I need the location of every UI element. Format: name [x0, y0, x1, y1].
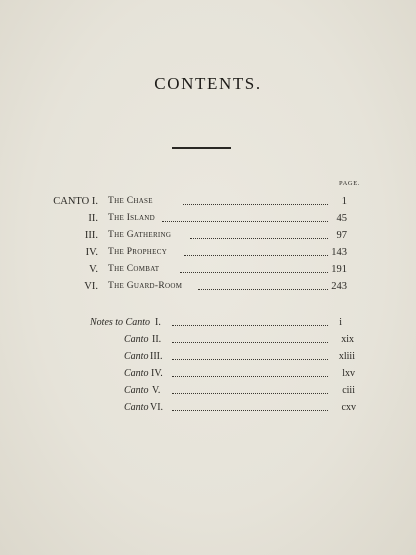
dot-leader: [172, 410, 328, 411]
toc-entry-notes-4[interactable]: [0, 368, 416, 382]
canto-label: III.: [84, 230, 98, 241]
title-rule: [172, 147, 231, 149]
canto-title: The Island: [108, 213, 156, 223]
dot-leader: [162, 221, 328, 222]
notes-numeral: II.: [152, 334, 162, 345]
canto-title: The Chase: [108, 196, 153, 206]
toc-entry-canto-1[interactable]: [0, 196, 416, 210]
dot-leader: [172, 342, 328, 343]
toc-entry-notes-1[interactable]: [0, 317, 416, 331]
page-title: CONTENTS.: [154, 74, 262, 93]
toc-entry-notes-2[interactable]: [0, 334, 416, 348]
toc-entry-notes-6[interactable]: [0, 402, 416, 416]
notes-numeral: VI.: [150, 402, 164, 413]
notes-label: Canto: [124, 385, 149, 396]
canto-label: V.: [89, 264, 98, 275]
canto-label: VI.: [84, 281, 98, 292]
page-number: cxv: [341, 402, 356, 413]
page-number: 45: [336, 213, 347, 224]
canto-title: The Gathering: [108, 230, 172, 240]
notes-label: Canto: [124, 368, 149, 379]
page-number: xix: [341, 334, 354, 345]
page-number: 191: [331, 264, 347, 275]
page-number: 243: [331, 281, 347, 292]
page-number: 143: [331, 247, 347, 258]
dot-leader: [172, 393, 328, 394]
notes-label: Notes to Canto: [90, 317, 151, 328]
page-number: xliii: [338, 351, 355, 362]
toc-entry-canto-2[interactable]: [0, 213, 416, 227]
toc-entry-canto-5[interactable]: [0, 264, 416, 278]
canto-label: CANTO I.: [53, 196, 98, 207]
toc-entry-notes-3[interactable]: [0, 351, 416, 365]
canto-label: II.: [88, 213, 98, 224]
page-column-header: PAGE.: [338, 180, 360, 187]
page-number: i: [339, 317, 342, 328]
toc-entry-canto-4[interactable]: [0, 247, 416, 261]
notes-numeral: IV.: [151, 368, 163, 379]
notes-numeral: I.: [155, 317, 161, 328]
canto-title: The Combat: [108, 264, 160, 274]
notes-label: Canto: [124, 402, 149, 413]
dot-leader: [180, 272, 328, 273]
page-number: lxv: [342, 368, 355, 379]
page-number: 97: [336, 230, 347, 241]
page-number: ciii: [342, 385, 355, 396]
canto-title: The Prophecy: [108, 247, 168, 257]
notes-numeral: III.: [150, 351, 163, 362]
notes-numeral: V.: [152, 385, 161, 396]
page-number: 1: [341, 196, 347, 207]
notes-label: Canto: [124, 351, 149, 362]
toc-entry-canto-6[interactable]: [0, 281, 416, 295]
canto-title: The Guard-Room: [108, 281, 183, 291]
notes-label: Canto: [124, 334, 149, 345]
canto-label: IV.: [85, 247, 98, 258]
toc-entry-canto-3[interactable]: [0, 230, 416, 244]
dot-leader: [172, 376, 328, 377]
toc-entry-notes-5[interactable]: [0, 385, 416, 399]
dot-leader: [172, 359, 328, 360]
